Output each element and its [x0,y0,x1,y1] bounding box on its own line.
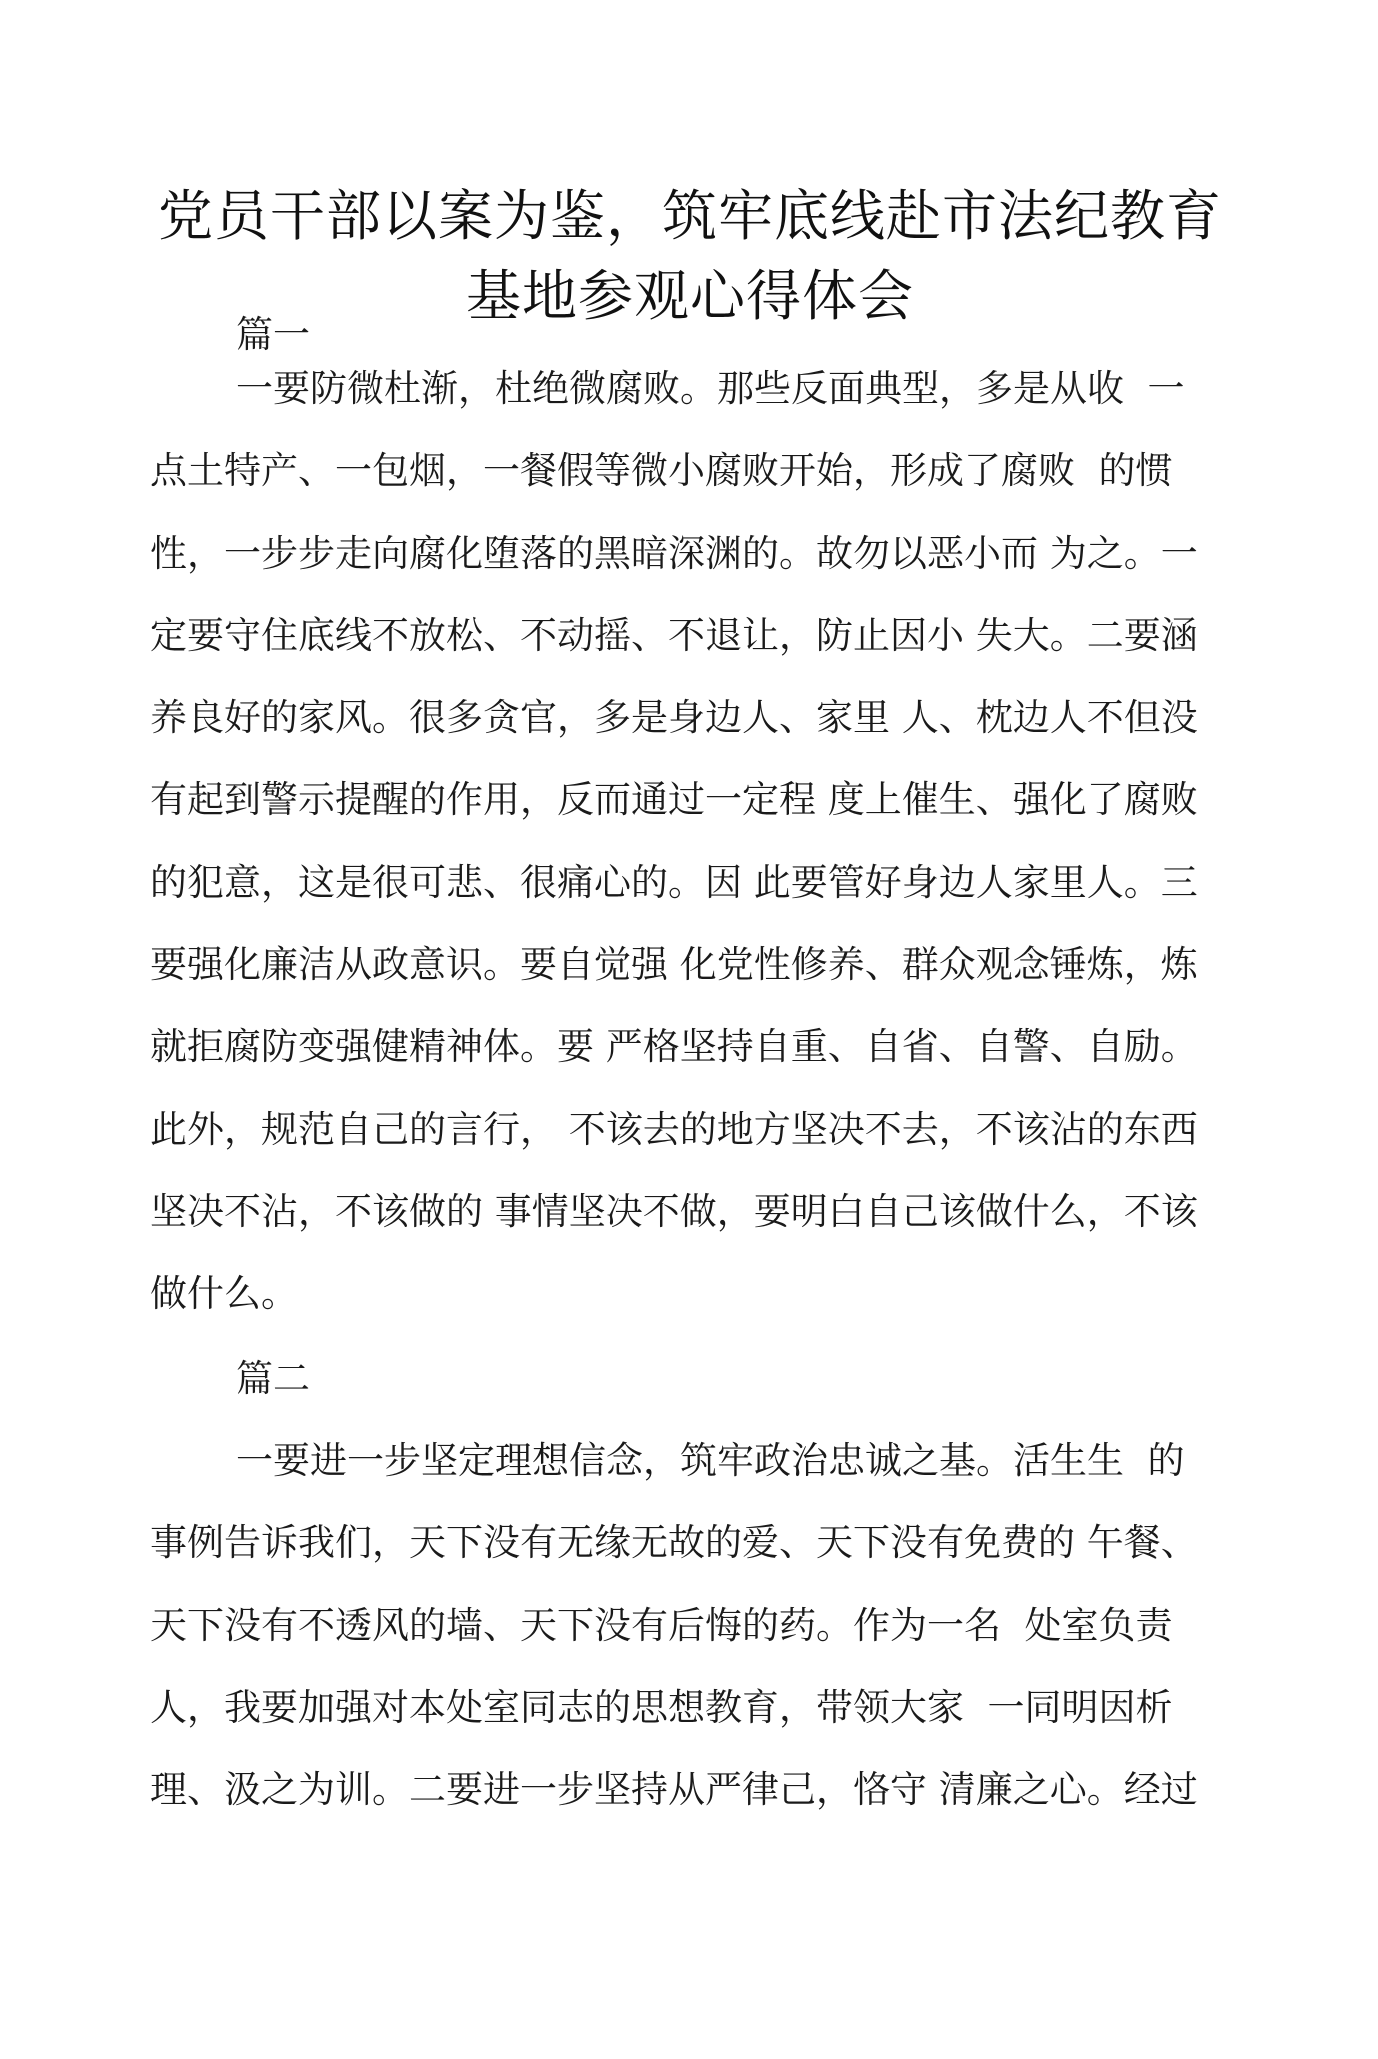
paragraph-line: 事例告诉我们，天下没有无缘无故的爱、天下没有免费的 午餐、 [150,1521,1198,1565]
section-1-paragraph [150,360,1240,1348]
title-line-2: 基地参观心得体会 [465,264,914,328]
section-label-2: 篇二 [236,1357,310,1400]
paragraph-line: 天下没有不透风的墙、天下没有后悔的药。作为一名 处室负责 [150,1603,1173,1647]
section-label-1: 篇一 [236,313,310,356]
paragraph-line: 的犯意，这是很可悲、很痛心的。因 此要管好身边人家里人。三 [150,860,1198,904]
paragraph-line: 定要守住底线不放松、不动摇、不退让，防止因小 失大。二要涵 [150,613,1198,657]
paragraph-line: 一要进一步坚定理想信念，筑牢政治忠诚之基。活生生 的 [236,1439,1185,1482]
paragraph-line: 此外，规范自己的言行， 不该去的地方坚决不去，不该沾的东西 [150,1107,1198,1151]
paragraph-line: 坚决不沾，不该做的 事情坚决不做，要明白自己该做什么，不该 [150,1189,1198,1233]
paragraph-line: 点土特产、一包烟，一餐假等微小腐败开始，形成了腐败 的惯 [150,449,1173,493]
paragraph-line: 一要防微杜渐，杜绝微腐败。那些反面典型，多是从收 一 [236,367,1185,410]
paragraph-line: 就拒腐防变强健精神体。要 严格坚持自重、自省、自警、自励。 [150,1025,1198,1069]
paragraph-line: 做什么。 [150,1272,298,1316]
paragraph-line: 要强化廉洁从政意识。要自觉强 化党性修养、群众观念锤炼，炼 [150,943,1198,987]
paragraph-line: 性，一步步走向腐化堕落的黑暗深渊的。故勿以恶小而 为之。一 [150,531,1198,575]
paragraph-line: 理、汲之为训。二要进一步坚持从严律己，恪守 清廉之心。经过 [150,1768,1198,1812]
paragraph-line: 养良好的家风。很多贪官，多是身边人、家里 人、枕边人不但没 [150,696,1198,740]
paragraph-line: 人，我要加强对本处室同志的思想教育，带领大家 一同明因析 [150,1685,1173,1729]
section-2-paragraph [150,1432,1240,1843]
paragraph-line: 有起到警示提醒的作用，反而通过一定程 度上催生、强化了腐败 [150,778,1198,822]
title-line-1: 党员干部以案为鉴，筑牢底线赴市法纪教育 [157,184,1222,248]
